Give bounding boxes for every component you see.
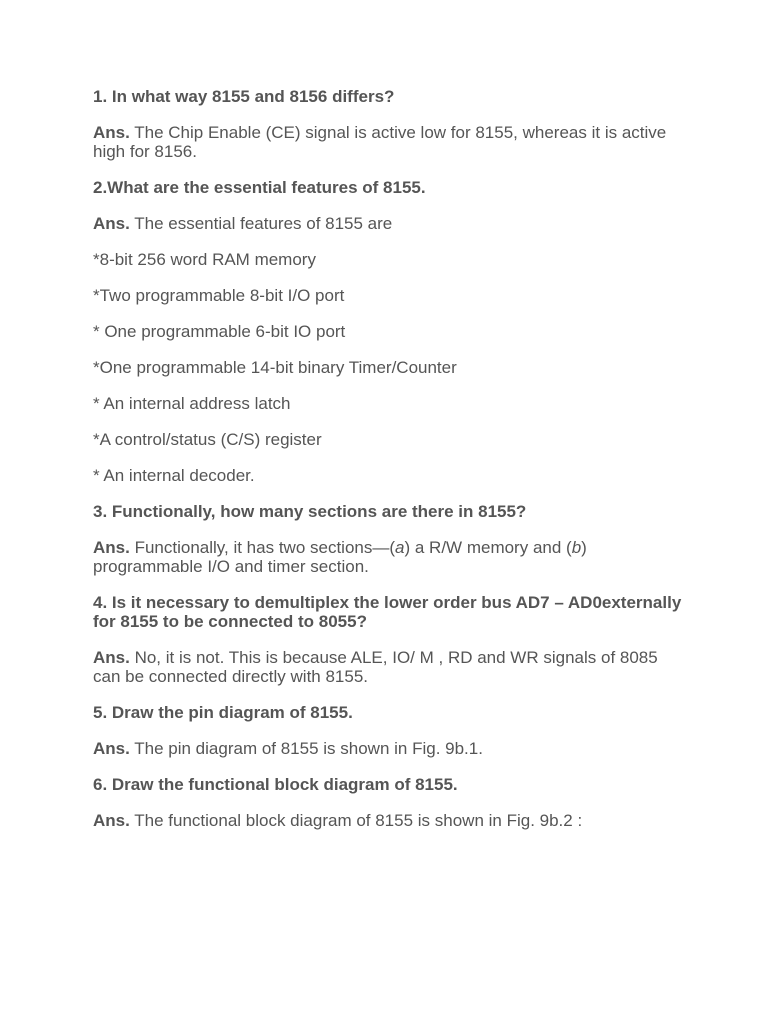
answer-label: Ans. [93, 538, 130, 557]
feature-item: *Two programmable 8-bit I/O port [93, 286, 345, 305]
feature-item: *A control/status (C/S) register [93, 430, 322, 449]
answer-text-a: a [395, 538, 405, 557]
answer-label: Ans. [93, 739, 130, 758]
feature-item: *8-bit 256 word RAM memory [93, 250, 316, 269]
answer-text-b: b [571, 538, 582, 557]
question-5: 5. Draw the pin diagram of 8155. [93, 703, 353, 722]
feature-item: * One programmable 6-bit IO port [93, 322, 346, 341]
question-3: 3. Functionally, how many sections are there in 8155? [93, 502, 527, 521]
answer-text: The functional block diagram of 8155 is shown in Fig. 9b.2 : [129, 811, 583, 830]
answer-3 [93, 538, 683, 576]
answer-5 [93, 739, 683, 758]
answer-6 [93, 811, 683, 830]
feature-item: *One programmable 14-bit binary Timer/Counter [93, 358, 457, 377]
feature-item: * An internal decoder. [93, 466, 255, 485]
question-1: 1. In what way 8155 and 8156 differs? [93, 87, 395, 106]
answer-label: Ans. [93, 214, 130, 233]
answer-text-part2: ) a R/W memory and ( [404, 538, 572, 557]
answer-label: Ans. [93, 648, 130, 667]
answer-1 [93, 123, 683, 161]
answer-text: The essential features of 8155 are [129, 214, 393, 233]
answer-text-part1: Functionally, it has two sections—( [129, 538, 396, 557]
feature-item: * An internal address latch [93, 394, 291, 413]
answer-text: No, it is not. This is because ALE, IO/ M , RD and WR signals of 8085 can be connected directly with 8155. [93, 648, 658, 686]
question-2: 2.What are the essential features of 8155. [93, 178, 426, 197]
document-body [93, 87, 683, 847]
answer-text: The pin diagram of 8155 is shown in Fig. 9b.1. [129, 739, 483, 758]
answer-2 [93, 214, 683, 233]
answer-label: Ans. [93, 123, 130, 142]
answer-text-part3: ) programmable I/O and timer section. [93, 538, 587, 576]
answer-4 [93, 648, 683, 686]
question-4: 4. Is it necessary to demultiplex the lower order bus AD7 – AD0externally for 8155 to be connected to 8055? [93, 593, 682, 631]
question-6: 6. Draw the functional block diagram of 8155. [93, 775, 458, 794]
answer-text: The Chip Enable (CE) signal is active low for 8155, whereas it is active high for 8156. [93, 123, 667, 161]
answer-label: Ans. [93, 811, 130, 830]
